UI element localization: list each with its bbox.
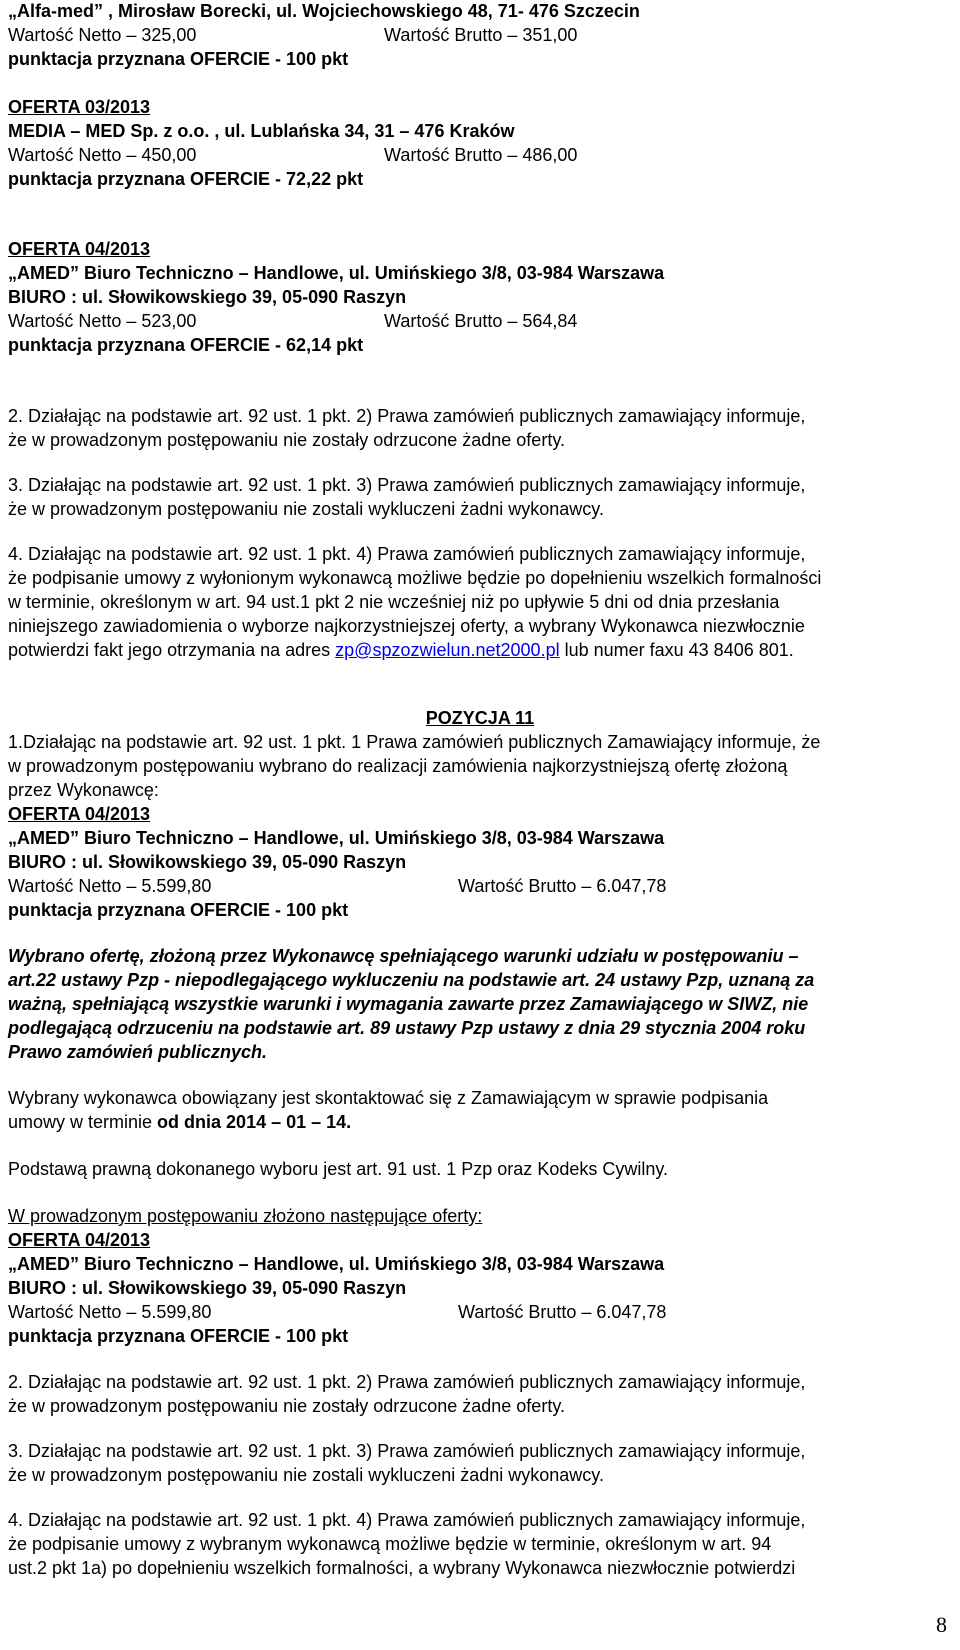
offer-netto: Wartość Netto – 523,00 [8, 311, 197, 331]
offer-brutto: Wartość Brutto – 6.047,78 [458, 876, 667, 896]
offer-company: „AMED” Biuro Techniczno – Handlowe, ul. Umińskiego 3/8, 03-984 Warszawa [8, 263, 665, 283]
justification-line: ważną, spełniającą wszystkie warunki i wymagania zawarte przez Zamawiającego w SIWZ, nie [8, 994, 809, 1014]
offer-points: punktacja przyznana OFERCIE - 72,22 pkt [8, 169, 364, 189]
offer-netto: Wartość Netto – 325,00 [8, 25, 197, 45]
justification-line: art.22 ustawy Pzp - niepodlegającego wykluczeniu na podstawie art. 24 ustawy Pzp, uznaną za [8, 970, 815, 990]
paragraph-2-line: 2. Działając na podstawie art. 92 ust. 1 pkt. 2) Prawa zamówień publicznych zamawiający informuje, [8, 1372, 806, 1392]
offer-company: „Alfa-med” , Mirosław Borecki, ul. Wojciechowskiego 48, 71- 476 Szczecin [8, 1, 640, 21]
offer-title: OFERTA 04/2013 [8, 804, 151, 824]
offer-company: MEDIA – MED Sp. z o.o. , ul. Lublańska 34, 31 – 476 Kraków [8, 121, 515, 141]
offer-company: „AMED” Biuro Techniczno – Handlowe, ul. Umińskiego 3/8, 03-984 Warszawa [8, 1254, 665, 1274]
paragraph-4-line: że podpisanie umowy z wybranym wykonawcą możliwe będzie w terminie, określonym w art. 94 [8, 1534, 772, 1554]
contact-line [8, 1111, 351, 1133]
paragraph-3-line: 3. Działając na podstawie art. 92 ust. 1 pkt. 3) Prawa zamówień publicznych zamawiający informuje, [8, 475, 806, 495]
paragraph-4-line: 4. Działając na podstawie art. 92 ust. 1 pkt. 4) Prawa zamówień publicznych zamawiający informuje, [8, 544, 806, 564]
justification-line: Wybrano ofertę, złożoną przez Wykonawcę spełniającego warunki udziału w postępowaniu – [8, 946, 799, 966]
offer-brutto: Wartość Brutto – 6.047,78 [458, 1302, 667, 1322]
legal-basis: Podstawą prawną dokonanego wyboru jest art. 91 ust. 1 Pzp oraz Kodeks Cywilny. [8, 1159, 669, 1179]
paragraph-2-line: że w prowadzonym postępowaniu nie zostały odrzucone żadne oferty. [8, 1396, 565, 1416]
paragraph-2-line: że w prowadzonym postępowaniu nie zostały odrzucone żadne oferty. [8, 430, 565, 450]
paragraph-4-line: że podpisanie umowy z wyłonionym wykonawcą możliwe będzie po dopełnieniu wszelkich formalności [8, 568, 822, 588]
offer-office: BIURO : ul. Słowikowskiego 39, 05-090 Raszyn [8, 287, 407, 307]
paragraph-3-line: że w prowadzonym postępowaniu nie zostali wykluczeni żadni wykonawcy. [8, 1465, 604, 1485]
paragraph-3-line: że w prowadzonym postępowaniu nie zostali wykluczeni żadni wykonawcy. [8, 499, 604, 519]
offer-office: BIURO : ul. Słowikowskiego 39, 05-090 Raszyn [8, 1278, 407, 1298]
offer-office: BIURO : ul. Słowikowskiego 39, 05-090 Raszyn [8, 852, 407, 872]
paragraph-4-line: 4. Działając na podstawie art. 92 ust. 1 pkt. 4) Prawa zamówień publicznych zamawiający informuje, [8, 1510, 806, 1530]
offer-title: OFERTA 04/2013 [8, 239, 151, 259]
offer-values-row [8, 1301, 667, 1323]
offer-netto: Wartość Netto – 5.599,80 [8, 1302, 212, 1322]
offer-points: punktacja przyznana OFERCIE - 62,14 pkt [8, 335, 364, 355]
offer-netto: Wartość Netto – 5.599,80 [8, 876, 212, 896]
section-heading: POZYCJA 11 [425, 708, 535, 728]
offer-points: punktacja przyznana OFERCIE - 100 pkt [8, 1326, 349, 1346]
text-run: potwierdzi fakt jego otrzymania na adres [8, 640, 336, 660]
text-run: lub numer faxu 43 8406 801. [559, 640, 794, 660]
page-number: 8 [936, 1612, 947, 1637]
contact-date: od dnia 2014 – 01 – 14. [157, 1112, 352, 1132]
paragraph-1-line: 1.Działając na podstawie art. 92 ust. 1 pkt. 1 Prawa zamówień publicznych Zamawiający informuje, że [8, 732, 821, 752]
offer-values-row [8, 24, 578, 46]
justification-line: Prawo zamówień publicznych. [8, 1042, 268, 1062]
offer-title: OFERTA 03/2013 [8, 97, 151, 117]
paragraph-4-line: ust.2 pkt 1a) po dopełnieniu wszelkich formalności, a wybrany Wykonawca niezwłocznie potwierdzi [8, 1558, 796, 1578]
offer-values-row [8, 875, 667, 897]
paragraph-2-line: 2. Działając na podstawie art. 92 ust. 1 pkt. 2) Prawa zamówień publicznych zamawiający informuje, [8, 406, 806, 426]
offer-netto: Wartość Netto – 450,00 [8, 145, 197, 165]
offer-values-row [8, 144, 578, 166]
paragraph-4-line: w terminie, określonym w art. 94 ust.1 pkt 2 nie wcześniej niż po upływie 5 dni od dnia przesłania [8, 592, 780, 612]
offer-points: punktacja przyznana OFERCIE - 100 pkt [8, 900, 349, 920]
offer-values-row [8, 310, 578, 332]
offer-title: OFERTA 04/2013 [8, 1230, 151, 1250]
email-link[interactable]: zp@spzozwielun.net2000.pl [335, 640, 560, 660]
offer-company: „AMED” Biuro Techniczno – Handlowe, ul. Umińskiego 3/8, 03-984 Warszawa [8, 828, 665, 848]
offer-brutto: Wartość Brutto – 351,00 [384, 25, 578, 45]
paragraph-4-line: niniejszego zawiadomienia o wyborze najkorzystniejszej oferty, a wybrany Wykonawca niezwłocznie [8, 616, 805, 636]
paragraph-4-line [8, 639, 794, 661]
text-run: umowy w terminie [8, 1112, 158, 1132]
offer-brutto: Wartość Brutto – 564,84 [384, 311, 578, 331]
paragraph-3-line: 3. Działając na podstawie art. 92 ust. 1 pkt. 3) Prawa zamówień publicznych zamawiający informuje, [8, 1441, 806, 1461]
offers-heading: W prowadzonym postępowaniu złożono następujące oferty: [8, 1206, 483, 1226]
justification-line: podlegającą odrzuceniu na podstawie art. 89 ustawy Pzp ustawy z dnia 29 stycznia 2004 roku [8, 1018, 806, 1038]
paragraph-1-line: w prowadzonym postępowaniu wybrano do realizacji zamówienia najkorzystniejszą ofertę złożoną [8, 756, 788, 776]
offer-points: punktacja przyznana OFERCIE - 100 pkt [8, 49, 349, 69]
paragraph-1-line: przez Wykonawcę: [8, 780, 159, 800]
contact-line: Wybrany wykonawca obowiązany jest skontaktować się z Zamawiającym w sprawie podpisania [8, 1088, 769, 1108]
offer-brutto: Wartość Brutto – 486,00 [384, 145, 578, 165]
